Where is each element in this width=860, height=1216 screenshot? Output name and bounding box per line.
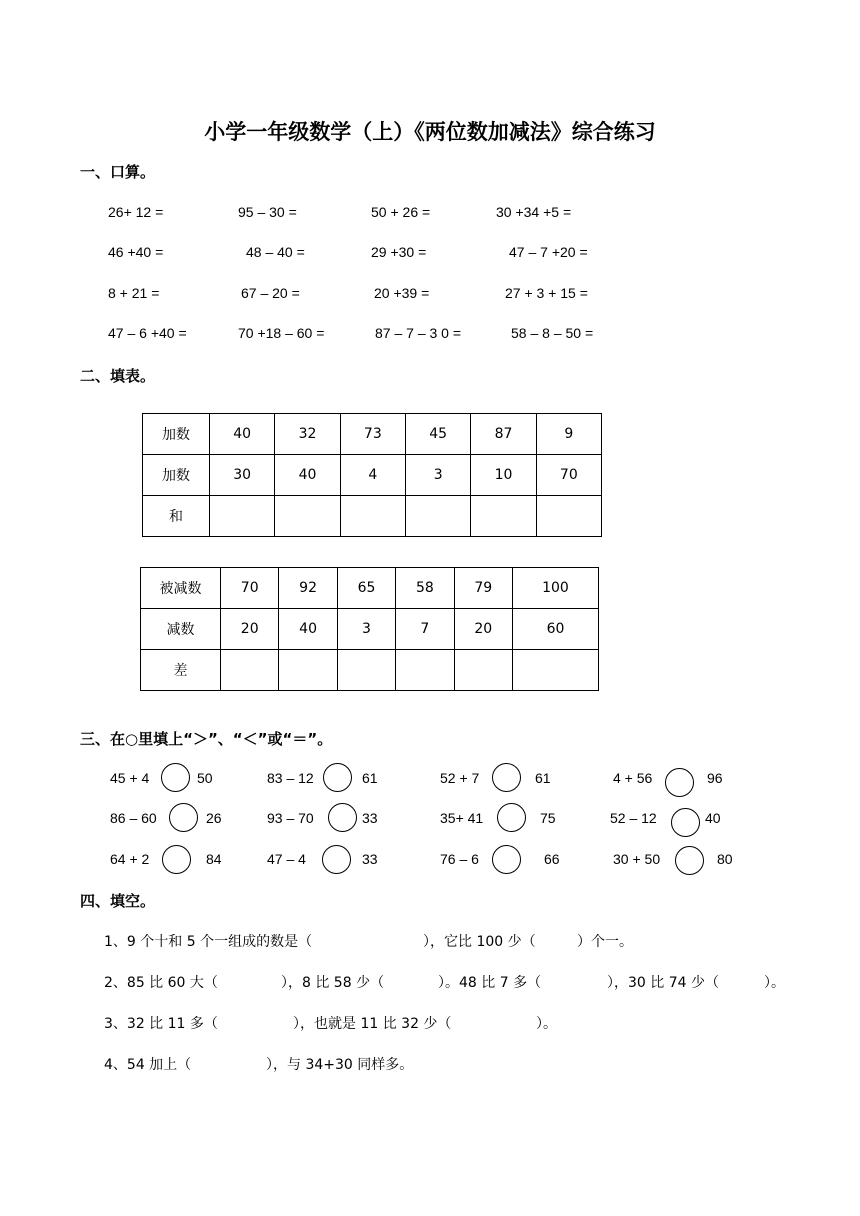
compare-left: 52 + 7 (440, 770, 480, 786)
table-cell: 10 (471, 455, 536, 496)
table-row (141, 650, 599, 691)
oral-calc-item: 46 +40 = (108, 244, 164, 260)
row-label: 加数 (143, 455, 210, 496)
q2-part-c: ）。48 比 7 多（ (438, 975, 542, 991)
compare-right: 50 (197, 770, 213, 786)
row-label: 被减数 (141, 568, 221, 609)
compare-right: 26 (206, 810, 222, 826)
answer-cell[interactable] (396, 650, 454, 691)
compare-circle[interactable] (322, 845, 351, 874)
answer-cell[interactable] (221, 650, 279, 691)
answer-cell[interactable] (210, 496, 275, 537)
compare-circle[interactable] (169, 803, 198, 832)
compare-left: 93 – 70 (267, 810, 314, 826)
table-row (143, 496, 602, 537)
compare-circle[interactable] (492, 763, 521, 792)
compare-circle[interactable] (675, 846, 704, 875)
table-cell: 45 (405, 414, 470, 455)
oral-calc-item: 47 – 6 +40 = (108, 325, 187, 341)
row-label: 差 (141, 650, 221, 691)
q2-part-d: ），30 比 74 少（ (607, 975, 719, 991)
table-cell: 60 (512, 609, 598, 650)
answer-cell[interactable] (454, 650, 512, 691)
section1-heading: 一、口算。 (80, 163, 156, 181)
compare-right: 96 (707, 770, 723, 786)
answer-cell[interactable] (536, 496, 601, 537)
table-cell: 92 (279, 568, 337, 609)
answer-cell[interactable] (512, 650, 598, 691)
subtraction-table (140, 567, 599, 691)
table-cell: 70 (221, 568, 279, 609)
answer-cell[interactable] (279, 650, 337, 691)
compare-left: 64 + 2 (110, 851, 150, 867)
compare-right: 84 (206, 851, 222, 867)
oral-calc-item: 26+ 12 = (108, 204, 164, 220)
oral-calc-item: 8 + 21 = (108, 285, 160, 301)
compare-right: 33 (362, 851, 378, 867)
compare-left: 35+ 41 (440, 810, 484, 826)
table-cell: 9 (536, 414, 601, 455)
compare-circle[interactable] (323, 763, 352, 792)
row-label: 减数 (141, 609, 221, 650)
compare-right: 66 (544, 851, 560, 867)
table-cell: 40 (275, 455, 340, 496)
compare-circle[interactable] (492, 845, 521, 874)
compare-left: 30 + 50 (613, 851, 661, 867)
table-cell: 40 (279, 609, 337, 650)
compare-circle[interactable] (161, 763, 190, 792)
oral-calc-item: 20 +39 = (374, 285, 430, 301)
table-cell: 65 (337, 568, 395, 609)
compare-right: 40 (705, 810, 721, 826)
table-cell: 70 (536, 455, 601, 496)
answer-cell[interactable] (405, 496, 470, 537)
section4-heading: 四、填空。 (80, 892, 156, 910)
compare-circle[interactable] (497, 803, 526, 832)
table-row (141, 609, 599, 650)
oral-calc-item: 70 +18 – 60 = (238, 325, 325, 341)
q1-part-c: ）个一。 (577, 934, 633, 950)
table-cell: 100 (512, 568, 598, 609)
table-cell: 40 (210, 414, 275, 455)
compare-circle[interactable] (671, 808, 700, 837)
row-label: 和 (143, 496, 210, 537)
oral-calc-item: 27 + 3 + 15 = (505, 285, 588, 301)
section2-heading: 二、填表。 (80, 367, 156, 385)
table-cell: 7 (396, 609, 454, 650)
compare-circle[interactable] (328, 803, 357, 832)
answer-cell[interactable] (340, 496, 405, 537)
compare-right: 75 (540, 810, 556, 826)
addition-table (142, 413, 602, 537)
q3-part-c: ）。 (536, 1016, 557, 1032)
oral-calc-item: 50 + 26 = (371, 204, 431, 220)
oral-calc-item: 58 – 8 – 50 = (511, 325, 594, 341)
oral-calc-item: 48 – 40 = (246, 244, 305, 260)
oral-calc-item: 47 – 7 +20 = (509, 244, 588, 260)
table-cell: 30 (210, 455, 275, 496)
table-cell: 58 (396, 568, 454, 609)
compare-right: 33 (362, 810, 378, 826)
table-cell: 87 (471, 414, 536, 455)
answer-cell[interactable] (337, 650, 395, 691)
q4-part-b: ），与 34+30 同样多。 (266, 1057, 414, 1073)
q4-part-a: 4、54 加上（ (104, 1057, 192, 1073)
compare-left: 47 – 4 (267, 851, 306, 867)
row-label: 加数 (143, 414, 210, 455)
compare-circle[interactable] (665, 768, 694, 797)
table-cell: 20 (454, 609, 512, 650)
compare-circle[interactable] (162, 845, 191, 874)
oral-calc-item: 87 – 7 – 3 0 = (375, 325, 462, 341)
compare-right: 80 (717, 851, 733, 867)
compare-left: 4 + 56 (613, 770, 653, 786)
compare-right: 61 (362, 770, 378, 786)
q3-part-a: 3、32 比 11 多（ (104, 1016, 218, 1032)
oral-calc-item: 30 +34 +5 = (496, 204, 572, 220)
compare-right: 61 (535, 770, 551, 786)
table-cell: 32 (275, 414, 340, 455)
compare-left: 52 – 12 (610, 810, 657, 826)
table-cell: 73 (340, 414, 405, 455)
answer-cell[interactable] (275, 496, 340, 537)
page-title: 小学一年级数学（上）《两位数加减法》综合练习 (204, 120, 656, 144)
oral-calc-item: 29 +30 = (371, 244, 427, 260)
table-row (143, 455, 602, 496)
oral-calc-item: 95 – 30 = (238, 204, 297, 220)
q2-part-a: 2、85 比 60 大（ (104, 975, 218, 991)
q3-part-b: ），也就是 11 比 32 少（ (293, 1016, 452, 1032)
table-row (141, 568, 599, 609)
oral-calc-item: 67 – 20 = (241, 285, 300, 301)
table-row (143, 414, 602, 455)
table-cell: 4 (340, 455, 405, 496)
table-cell: 20 (221, 609, 279, 650)
compare-left: 45 + 4 (110, 770, 150, 786)
table-cell: 79 (454, 568, 512, 609)
table-cell: 3 (405, 455, 470, 496)
answer-cell[interactable] (471, 496, 536, 537)
table-cell: 3 (337, 609, 395, 650)
compare-left: 86 – 60 (110, 810, 157, 826)
q2-part-b: ），8 比 58 少（ (281, 975, 385, 991)
compare-left: 83 – 12 (267, 770, 314, 786)
compare-left: 76 – 6 (440, 851, 479, 867)
section3-heading: 三、在○里填上“＞”、“＜”或“＝”。 (80, 730, 333, 748)
q1-part-a: 1、9 个十和 5 个一组成的数是（ (104, 934, 313, 950)
q2-part-e: ）。 (764, 975, 785, 991)
q1-part-b: ），它比 100 少（ (423, 934, 536, 950)
